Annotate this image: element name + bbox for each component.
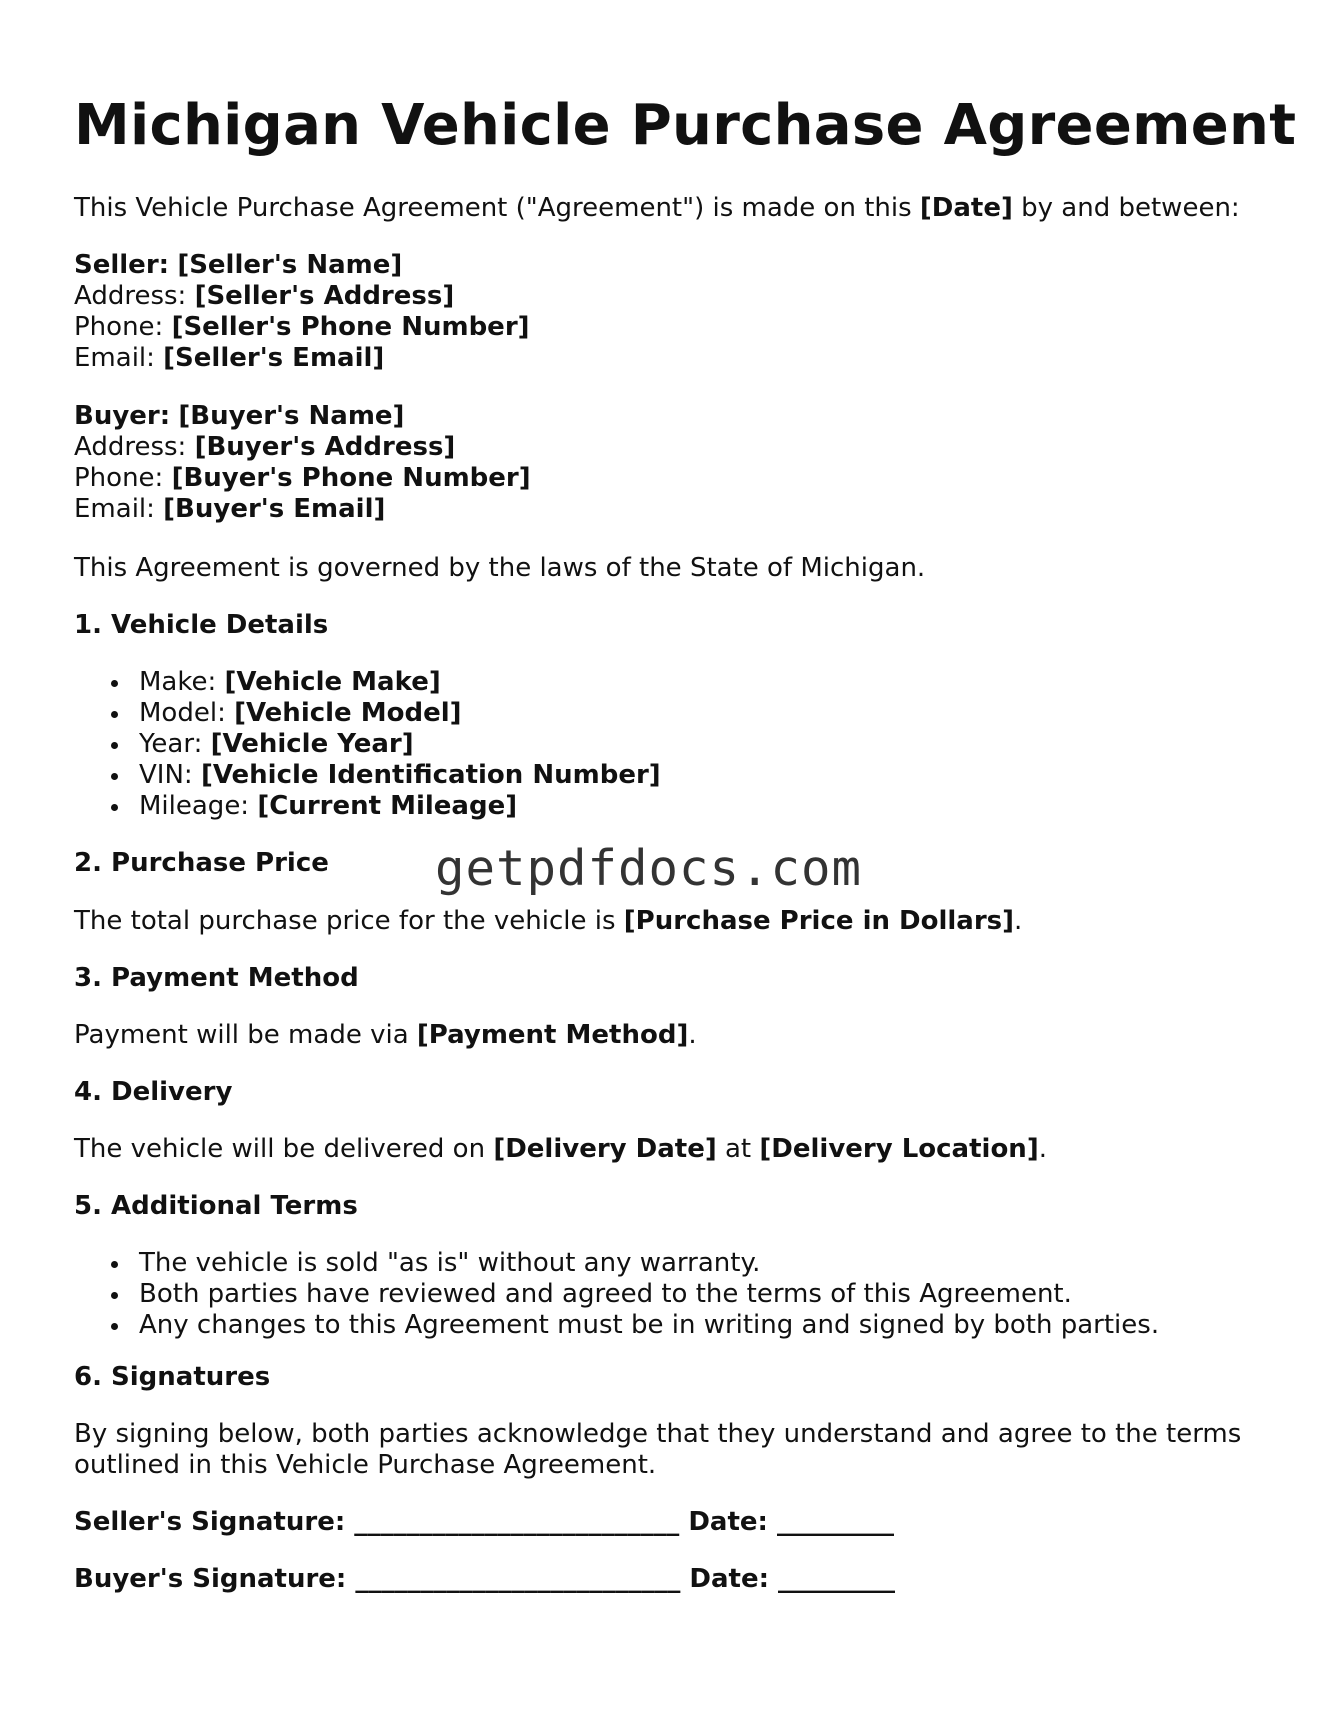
payment-paragraph: Payment will be made via [Payment Method]. xyxy=(74,1020,697,1050)
list-item: The vehicle is sold "as is" without any warranty. xyxy=(74,1248,1159,1279)
seller-signature-line: Seller's Signature: _________________________ Date: _________ xyxy=(74,1507,894,1537)
list-item: Any changes to this Agreement must be in writing and signed by both parties. xyxy=(74,1310,1159,1341)
buyer-address: [Buyer's Address] xyxy=(194,432,456,462)
section-heading-signatures: 6. Signatures xyxy=(74,1362,271,1392)
list-item: VIN: [Vehicle Identification Number] xyxy=(74,760,661,791)
seller-phone: [Seller's Phone Number] xyxy=(171,312,530,342)
signatures-paragraph: By signing below, both parties acknowledge that they understand and agree to the terms outlined in this Vehicle Purchase Agreement. xyxy=(74,1419,1242,1480)
price-paragraph: The total purchase price for the vehicle is [Purchase Price in Dollars]. xyxy=(74,906,1023,936)
purchase-price: [Purchase Price in Dollars] xyxy=(623,906,1015,936)
list-item: Model: [Vehicle Model] xyxy=(74,698,661,729)
section-heading-price: 2. Purchase Price xyxy=(74,848,329,878)
list-item: Mileage: [Current Mileage] xyxy=(74,791,661,822)
seller-name: [Seller's Name] xyxy=(177,250,403,280)
watermark: getpdfdocs.com xyxy=(435,840,863,897)
delivery-paragraph: The vehicle will be delivered on [Delivery Date] at [Delivery Location]. xyxy=(74,1134,1047,1164)
buyer-phone: [Buyer's Phone Number] xyxy=(171,463,531,493)
buyer-signature-line: Buyer's Signature: _________________________ Date: _________ xyxy=(74,1564,896,1594)
section-heading-delivery: 4. Delivery xyxy=(74,1077,233,1107)
governing-law: This Agreement is governed by the laws of the State of Michigan. xyxy=(74,553,926,583)
vehicle-details-list xyxy=(74,667,661,822)
buyer-block: Buyer: [Buyer's Name] Address: [Buyer's Address] Phone: [Buyer's Phone Number] Email: [Buyer's Email] xyxy=(74,401,531,524)
buyer-name: [Buyer's Name] xyxy=(178,401,405,431)
agreement-date: [Date] xyxy=(919,193,1013,223)
delivery-location: [Delivery Location] xyxy=(759,1134,1039,1164)
additional-terms-list xyxy=(74,1248,1159,1341)
seller-email: [Seller's Email] xyxy=(163,343,385,373)
list-item: Make: [Vehicle Make] xyxy=(74,667,661,698)
seller-address: [Seller's Address] xyxy=(194,281,455,311)
section-heading-payment: 3. Payment Method xyxy=(74,963,359,993)
seller-block: Seller: [Seller's Name] Address: [Seller's Address] Phone: [Seller's Phone Number] Email: [Seller's Email] xyxy=(74,250,530,373)
delivery-date: [Delivery Date] xyxy=(493,1134,717,1164)
section-heading-vehicle: 1. Vehicle Details xyxy=(74,610,329,640)
buyer-email: [Buyer's Email] xyxy=(163,494,386,524)
list-item: Both parties have reviewed and agreed to the terms of this Agreement. xyxy=(74,1279,1159,1310)
intro-paragraph: This Vehicle Purchase Agreement ("Agreement") is made on this [Date] by and between: xyxy=(74,193,1240,223)
list-item: Year: [Vehicle Year] xyxy=(74,729,661,760)
document-title: Michigan Vehicle Purchase Agreement xyxy=(74,93,1297,158)
payment-method: [Payment Method] xyxy=(416,1020,689,1050)
section-heading-terms: 5. Additional Terms xyxy=(74,1191,358,1221)
